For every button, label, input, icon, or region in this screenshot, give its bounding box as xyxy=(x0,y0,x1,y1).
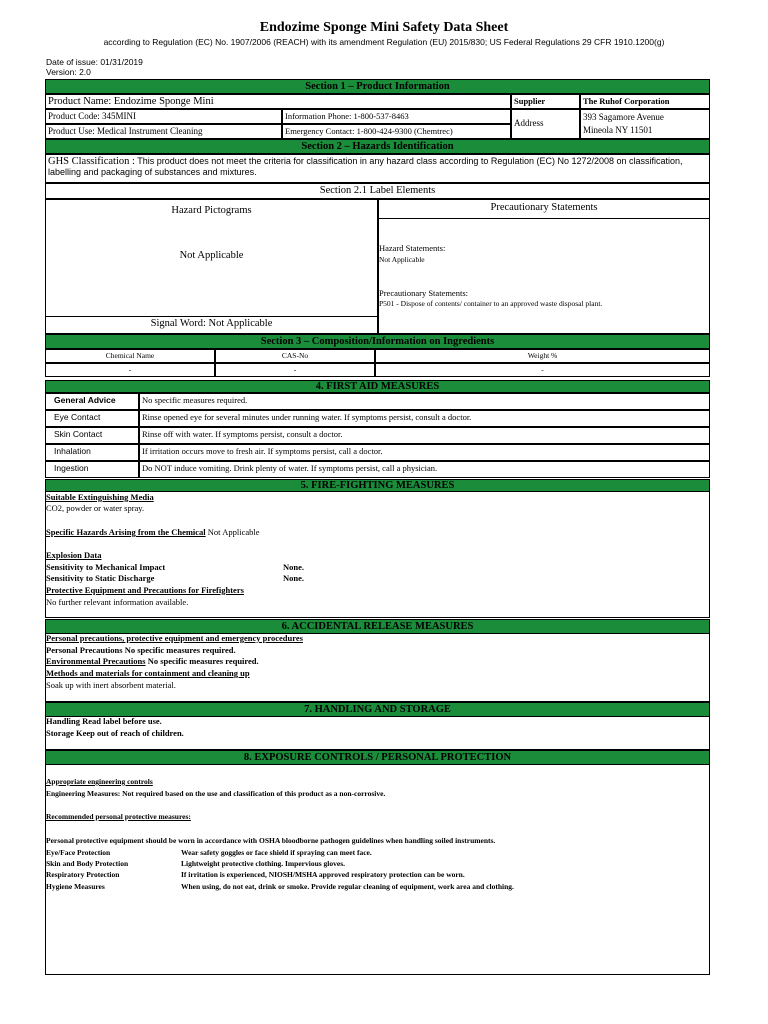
product-use: Product Use: Medical Instrument Cleaning xyxy=(45,124,282,139)
section5-header: 5. FIRE-FIGHTING MEASURES xyxy=(45,479,710,492)
specific-hazards xyxy=(46,527,260,539)
environmental-precautions-text: No specific measures required. xyxy=(145,656,259,666)
regulation-subtitle: according to Regulation (EC) No. 1907/2006 (REACH) with its amendment Regulation (EU) 2015/830; US Federal Regulations 29 CFR 1910.1200(g) xyxy=(103,37,665,47)
ppe-label: Hygiene Measures xyxy=(46,882,105,891)
first-aid-text: No specific measures required. xyxy=(139,393,710,410)
ppe-label: Respiratory Protection xyxy=(46,870,120,879)
version: Version: 2.0 xyxy=(46,67,91,77)
hazard-statements-label: Hazard Statements: xyxy=(379,243,446,253)
pictograms-not-applicable: Not Applicable xyxy=(179,250,244,261)
specific-hazards-text: Not Applicable xyxy=(205,527,260,537)
first-aid-text: Rinse opened eye for several minutes under running water. If symptoms persist, consult a doctor. xyxy=(139,410,710,427)
ppe-text: When using, do not eat, drink or smoke. Provide regular cleaning of equipment, work area and clothing. xyxy=(181,882,514,891)
first-aid-text: Rinse off with water. If symptoms persist, consult a doctor. xyxy=(139,427,710,444)
engineering-measures: Engineering Measures: Not required based on the use and classification of this product as a non-corrosive. xyxy=(46,789,386,798)
cell-cas-no: - xyxy=(215,363,375,377)
first-aid-label: Eye Contact xyxy=(45,410,139,427)
ppe-text: Wear safety goggles or face shield if spraying can meet face. xyxy=(181,848,372,857)
signal-word: Signal Word: Not Applicable xyxy=(150,318,273,329)
supplier-label: Supplier xyxy=(511,94,580,109)
precautionary-heading: Precautionary Statements xyxy=(490,202,598,213)
section3-header: Section 3 – Composition/Information on Ingredients xyxy=(45,334,710,349)
specific-hazards-label: Specific Hazards Arising from the Chemical xyxy=(46,527,206,537)
personal-precautions-text: No specific measures required. xyxy=(122,645,236,655)
first-aid-label: Skin Contact xyxy=(45,427,139,444)
ppe-measures-header: Recommended personal protective measures: xyxy=(46,812,191,821)
ghs-label: GHS Classification : xyxy=(48,156,135,167)
section1-header: Section 1 – Product Information xyxy=(45,79,710,94)
hazard-pictograms-heading: Hazard Pictograms xyxy=(171,205,252,216)
ppe-firefighters-text: No further relevant information available. xyxy=(46,597,189,607)
pictogram-panel xyxy=(45,199,378,334)
col-chemical-name: Chemical Name xyxy=(45,349,215,363)
personal-precautions-header: Personal precautions, protective equipment and emergency procedures xyxy=(46,633,303,643)
first-aid-text: If irritation occurs move to fresh air. If symptoms persist, call a doctor. xyxy=(139,444,710,461)
extinguishing-text: CO2, powder or water spray. xyxy=(46,503,145,513)
address-line2: Mineola NY 11501 xyxy=(583,125,653,135)
section8-header: 8. EXPOSURE CONTROLS / PERSONAL PROTECTION xyxy=(45,750,710,765)
first-aid-label: Inhalation xyxy=(45,444,139,461)
address-line1: 393 Sagamore Avenue xyxy=(583,112,664,122)
product-name: Product Name: Endozime Sponge Mini xyxy=(45,94,511,109)
address-label: Address xyxy=(511,109,580,139)
first-aid-label: General Advice xyxy=(45,393,139,410)
extinguishing-label: Suitable Extinguishing Media xyxy=(46,492,154,502)
static-discharge-value: None. xyxy=(283,573,305,583)
engineering-controls-label: Appropriate engineering controls xyxy=(46,777,153,786)
containment-methods-text: Soak up with inert absorbent material. xyxy=(46,680,176,690)
section2-header: Section 2 – Hazards Identification xyxy=(45,139,710,154)
ppe-label: Skin and Body Protection xyxy=(46,859,129,868)
ghs-text: This product does not meet the criteria for classification in any hazard class according to Regulation (EC) No 1272/2008 on classification, labelling and packaging of substances and mixtures. xyxy=(48,156,683,177)
prec-statements-label: Precautionary Statements: xyxy=(379,288,468,298)
prec-statements-value: P501 - Dispose of contents/ container to an approved waste disposal plant. xyxy=(379,299,603,308)
product-code: Product Code: 345MINI xyxy=(45,109,282,124)
ppe-text: If irritation is experienced, NIOSH/MSHA approved respiratory protection can be worn. xyxy=(181,870,465,879)
personal-precautions-label: Personal Precautions xyxy=(46,645,123,655)
date-of-issue: Date of issue: 01/31/2019 xyxy=(46,57,143,67)
cell-weight: - xyxy=(375,363,710,377)
address-value xyxy=(580,109,710,139)
section6-header: 6. ACCIDENTAL RELEASE MEASURES xyxy=(45,619,710,634)
personal-precautions xyxy=(46,645,236,657)
mechanical-impact-value: None. xyxy=(283,562,305,572)
static-discharge-label: Sensitivity to Static Discharge xyxy=(46,573,155,583)
first-aid-label: Ingestion xyxy=(45,461,139,478)
ppe-intro: Personal protective equipment should be worn in accordance with OSHA bloodborne pathogen guidelines when handling soiled instruments. xyxy=(46,836,496,845)
explosion-data-label: Explosion Data xyxy=(46,550,102,560)
supplier-value: The Ruhof Corporation xyxy=(580,94,710,109)
cell-chemical-name: - xyxy=(45,363,215,377)
hazard-statements-value: Not Applicable xyxy=(379,255,425,264)
document-title: Endozime Sponge Mini Safety Data Sheet xyxy=(259,20,509,35)
ppe-label: Eye/Face Protection xyxy=(46,848,111,857)
first-aid-text: Do NOT induce vomiting. Drink plenty of water. If symptoms persist, call a physician. xyxy=(139,461,710,478)
ppe-text: Lightweight protective clothing. Impervious gloves. xyxy=(181,859,346,868)
precautionary-panel xyxy=(378,199,710,334)
handling-text: Handling Read label before use. xyxy=(46,716,162,726)
ppe-firefighters-label: Protective Equipment and Precautions for Firefighters xyxy=(46,585,244,595)
section7-header: 7. HANDLING AND STORAGE xyxy=(45,702,710,717)
storage-text: Storage Keep out of reach of children. xyxy=(46,728,184,738)
environmental-precautions-label: Environmental Precautions xyxy=(46,656,146,666)
mechanical-impact-label: Sensitivity to Mechanical Impact xyxy=(46,562,166,572)
emergency-contact: Emergency Contact: 1-800-424-9300 (Chemtrec) xyxy=(282,124,511,139)
info-phone: Information Phone: 1-800-537-8463 xyxy=(282,109,511,124)
environmental-precautions xyxy=(46,656,259,668)
col-weight: Weight % xyxy=(375,349,710,363)
section4-header: 4. FIRST AID MEASURES xyxy=(45,380,710,393)
col-cas-no: CAS-No xyxy=(215,349,375,363)
label-elements-heading: Section 2.1 Label Elements xyxy=(45,183,710,199)
ghs-classification xyxy=(45,154,710,183)
containment-methods-label: Methods and materials for containment and cleaning up xyxy=(46,668,250,678)
